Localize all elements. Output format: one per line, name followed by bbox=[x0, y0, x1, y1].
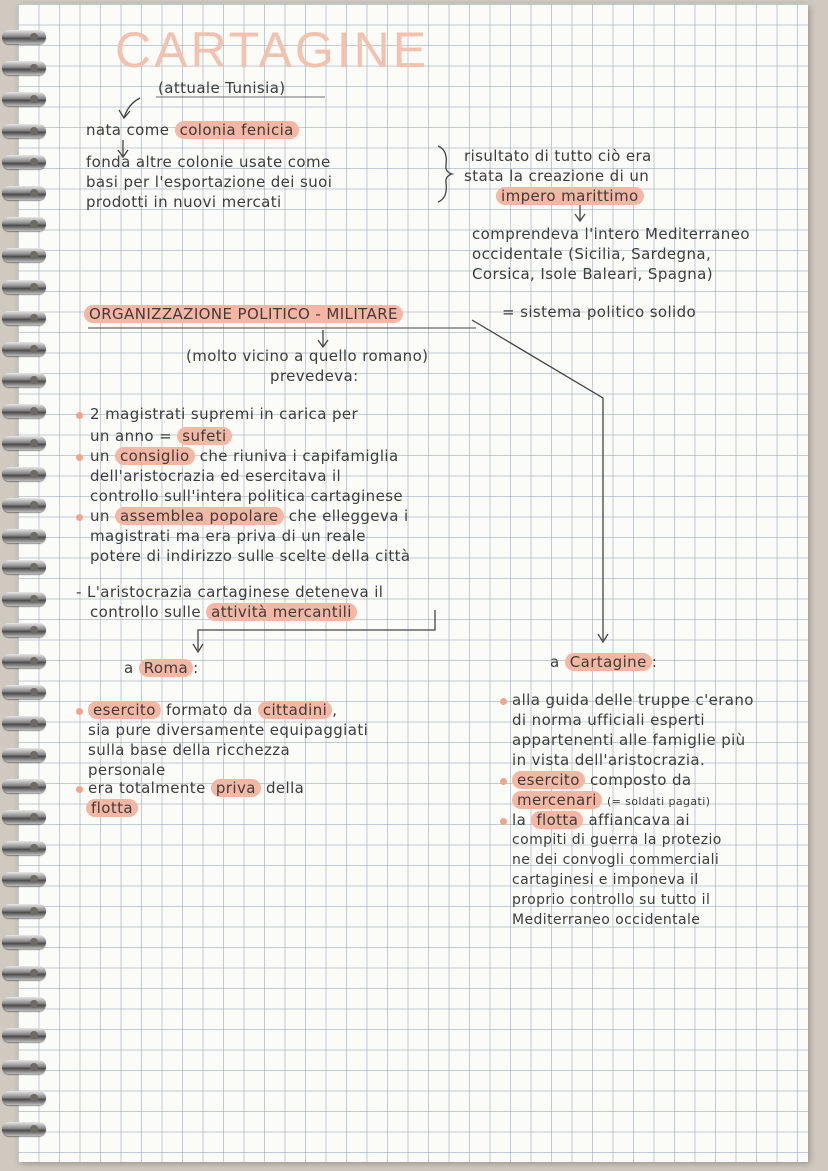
mercenari-note: (= soldati pagati) bbox=[606, 795, 711, 808]
cartagine-b1-line-4: in vista dell'aristocrazia. bbox=[512, 751, 706, 769]
cartagine-b2-suffix: composto da bbox=[584, 771, 692, 789]
roma-b2-line-2 bbox=[86, 798, 138, 818]
cartagine-b3-line-3: ne dei convogli commerciali bbox=[512, 852, 720, 868]
organization-heading: ORGANIZZAZIONE POLITICO - MILITARE bbox=[84, 305, 403, 323]
flotta-highlight: flotta bbox=[86, 799, 138, 817]
roma-b2-line-1 bbox=[88, 778, 304, 798]
cartagine-b3-prefix: la bbox=[512, 811, 532, 829]
institution-2-line-3: controllo sull'intera politica cartaginese bbox=[90, 487, 404, 505]
bullet bbox=[76, 454, 83, 461]
bullet bbox=[76, 786, 83, 793]
bullet bbox=[500, 778, 507, 785]
roma-b1-line-3: sulla base della ricchezza bbox=[88, 741, 291, 759]
origin-highlight: colonia fenicia bbox=[175, 121, 299, 139]
result-line-2: stata la creazione di un bbox=[464, 167, 650, 185]
cartagine-army-highlight: esercito bbox=[512, 771, 585, 789]
aristocracy-line-1: - L'aristocrazia cartaginese deteneva il bbox=[76, 583, 384, 601]
cartagine-b1-line-1: alla guida delle truppe c'erano bbox=[512, 691, 754, 709]
roma-army-highlight: esercito bbox=[88, 701, 161, 719]
organization-equals: = sistema politico solido bbox=[502, 303, 697, 321]
roma-b1-line-2: sia pure diversamente equipaggiati bbox=[88, 721, 369, 739]
cartagine-prefix: a bbox=[550, 653, 565, 671]
sufeti-highlight: sufeti bbox=[177, 427, 231, 445]
aristocracy-line-2 bbox=[90, 602, 357, 622]
organization-foresaw: prevedeva: bbox=[270, 367, 359, 385]
priva-highlight: priva bbox=[211, 779, 261, 797]
cartagine-b3-line-1 bbox=[512, 810, 690, 830]
page-title: CARTAGINE bbox=[115, 22, 430, 78]
roma-b2-suffix: della bbox=[260, 779, 305, 797]
institution-3-prefix: un bbox=[90, 507, 115, 525]
institution-1-line-1: 2 magistrati supremi in carica per bbox=[90, 405, 359, 423]
organization-note: (molto vicino a quello romano) bbox=[186, 347, 429, 365]
cartagine-highlight: Cartagine bbox=[565, 653, 652, 671]
result-line-1: risultato di tutto ciò era bbox=[464, 147, 652, 165]
institution-2-prefix: un bbox=[90, 447, 115, 465]
cartagine-suffix: : bbox=[651, 653, 658, 671]
roma-b1-mid: formato da bbox=[160, 701, 258, 719]
bullet bbox=[76, 708, 83, 715]
cartagine-b3-line-2: compiti di guerra la protezio bbox=[512, 832, 722, 848]
cartagine-b2-line-1 bbox=[512, 770, 691, 790]
mercantile-highlight: attività mercantili bbox=[206, 603, 357, 621]
bullet bbox=[76, 412, 83, 419]
roma-heading bbox=[124, 658, 199, 678]
institution-3-suffix: che elleggeva i bbox=[283, 507, 409, 525]
roma-suffix: : bbox=[193, 659, 199, 677]
roma-b2-prefix: era totalmente bbox=[88, 779, 211, 797]
institution-2-suffix: che riuniva i capifamiglia bbox=[194, 447, 399, 465]
bullet bbox=[500, 698, 507, 705]
bullet bbox=[500, 818, 507, 825]
institution-1-line-2 bbox=[90, 426, 232, 446]
cartagine-b3-suffix: affiancava ai bbox=[583, 811, 690, 829]
cartagine-b1-line-2: di norma ufficiali esperti bbox=[512, 711, 705, 729]
institution-3-line-1 bbox=[90, 506, 409, 526]
maritime-empire-highlight: impero marittimo bbox=[496, 187, 644, 205]
bullet bbox=[76, 514, 83, 521]
cartagine-b3-line-6: Mediterraneo occidentale bbox=[512, 912, 701, 928]
cartagine-b1-line-3: appartenenti alle famiglie più bbox=[512, 731, 746, 749]
cartagine-b3-line-4: cartaginesi e imponeva il bbox=[512, 872, 699, 888]
subtitle: (attuale Tunisia) bbox=[158, 79, 286, 97]
cartagine-b3-line-5: proprio controllo su tutto il bbox=[512, 892, 711, 908]
roma-prefix: a bbox=[124, 659, 139, 677]
roma-highlight: Roma bbox=[139, 659, 193, 677]
origin-prefix: nata come bbox=[86, 121, 175, 139]
mercenari-highlight: mercenari bbox=[512, 791, 602, 809]
roma-b1-end: , bbox=[332, 701, 338, 719]
included-line-1: comprendeva l'intero Mediterraneo bbox=[472, 225, 750, 243]
cartagine-b2-line-2 bbox=[512, 790, 710, 812]
institution-2-line-1 bbox=[90, 446, 399, 466]
founding-line-1: fonda altre colonie usate come bbox=[86, 153, 331, 171]
included-line-3: Corsica, Isole Baleari, Spagna) bbox=[472, 265, 714, 283]
cartagine-flotta-highlight: flotta bbox=[531, 811, 583, 829]
citizens-highlight: cittadini bbox=[258, 701, 332, 719]
institution-3-line-2: magistrati ma era priva di un reale bbox=[90, 527, 366, 545]
organization-heading-line bbox=[84, 304, 403, 324]
institution-2-line-2: dell'aristocrazia ed esercitava il bbox=[90, 467, 342, 485]
roma-b1-line-4: personale bbox=[88, 761, 166, 779]
aristocracy-prefix: controllo sulle bbox=[90, 603, 207, 621]
assembly-highlight: assemblea popolare bbox=[115, 507, 284, 525]
result-highlight-line bbox=[496, 186, 644, 206]
roma-b1-line-1 bbox=[88, 700, 337, 720]
institution-3-line-3: potere di indirizzo sulle scelte della città bbox=[90, 547, 411, 565]
included-line-2: occidentale (Sicilia, Sardegna, bbox=[472, 245, 712, 263]
cartagine-heading bbox=[550, 652, 657, 672]
origin-line bbox=[86, 120, 299, 140]
council-highlight: consiglio bbox=[115, 447, 195, 465]
institution-1-prefix: un anno = bbox=[90, 427, 178, 445]
founding-line-2: basi per l'esportazione dei suoi bbox=[86, 173, 333, 191]
founding-line-3: prodotti in nuovi mercati bbox=[86, 193, 282, 211]
